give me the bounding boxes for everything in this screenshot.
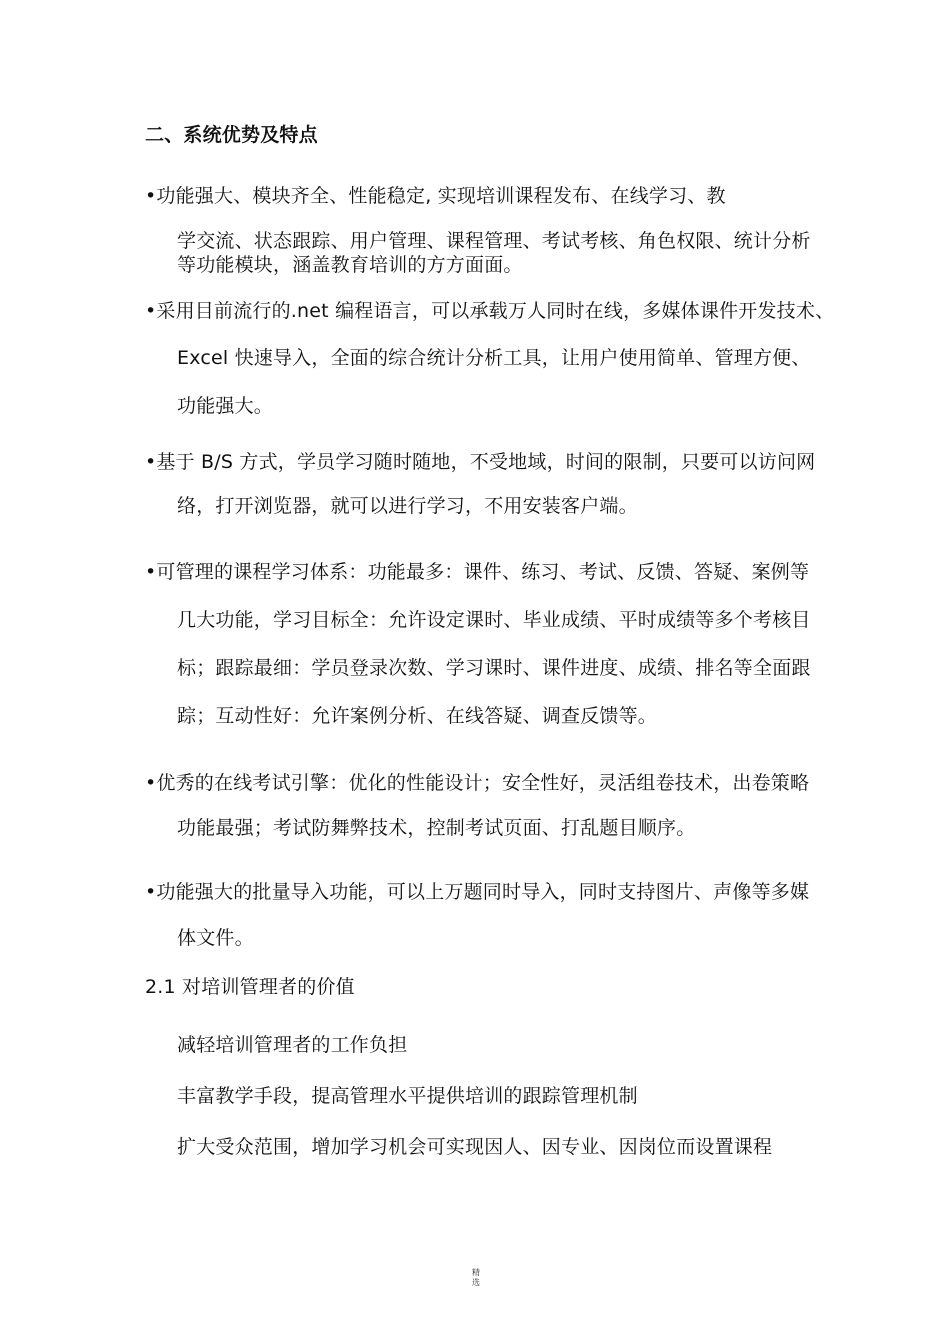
bullet-line: •可管理的课程学习体系：功能最多：课件、练习、考试、反馈、答疑、案例等	[145, 561, 810, 583]
bullet-line: 学交流、状态跟踪、用户管理、课程管理、考试考核、角色权限、统计分析	[177, 230, 811, 252]
footer-char: 精	[472, 1268, 480, 1277]
bullet-line: 功能最强；考试防舞弊技术，控制考试页面、打乱题目顺序。	[177, 817, 696, 839]
bullet-line: 踪；互动性好：允许案例分析、在线答疑、调查反馈等。	[177, 705, 658, 727]
bullet-line: 络，打开浏览器，就可以进行学习，不用安装客户端。	[177, 495, 638, 517]
bullet-line: •采用目前流行的.net 编程语言，可以承载万人同时在线，多媒体课件开发技术、	[145, 300, 835, 322]
bullet-line: •功能强大的批量导入功能，可以上万题同时导入，同时支持图片、声像等多媒	[145, 881, 810, 903]
bullet-line: •优秀的在线考试引擎：优化的性能设计；安全性好，灵活组卷技术，出卷策略	[145, 772, 810, 794]
value-item: 扩大受众范围，增加学习机会可实现因人、因专业、因岗位而设置课程	[177, 1136, 773, 1158]
bullet-line: 等功能模块，涵盖教育培训的方方面面。	[177, 254, 523, 276]
subsection-title: 2.1 对培训管理者的价值	[145, 976, 355, 998]
footer-char: 选	[472, 1278, 480, 1287]
value-item: 丰富教学手段，提高管理水平提供培训的跟踪管理机制	[177, 1085, 638, 1107]
bullet-line: 几大功能，学习目标全：允许设定课时、毕业成绩、平时成绩等多个考核目	[177, 609, 811, 631]
bullet-line: 标；跟踪最细：学员登录次数、学习课时、课件进度、成绩、排名等全面跟	[177, 657, 811, 679]
value-item: 减轻培训管理者的工作负担	[177, 1034, 408, 1056]
bullet-line: •基于 B/S 方式，学员学习随时随地，不受地域，时间的限制，只要可以访问网	[145, 451, 816, 473]
bullet-line: Excel 快速导入，全面的综合统计分析工具，让用户使用简单、管理方便、	[177, 347, 811, 369]
bullet-line: 体文件。	[177, 927, 254, 949]
bullet-line: •功能强大、模块齐全、性能稳定, 实现培训课程发布、在线学习、教	[145, 185, 726, 207]
bullet-line: 功能强大。	[177, 395, 274, 417]
section-heading: 二、系统优势及特点	[145, 124, 318, 146]
